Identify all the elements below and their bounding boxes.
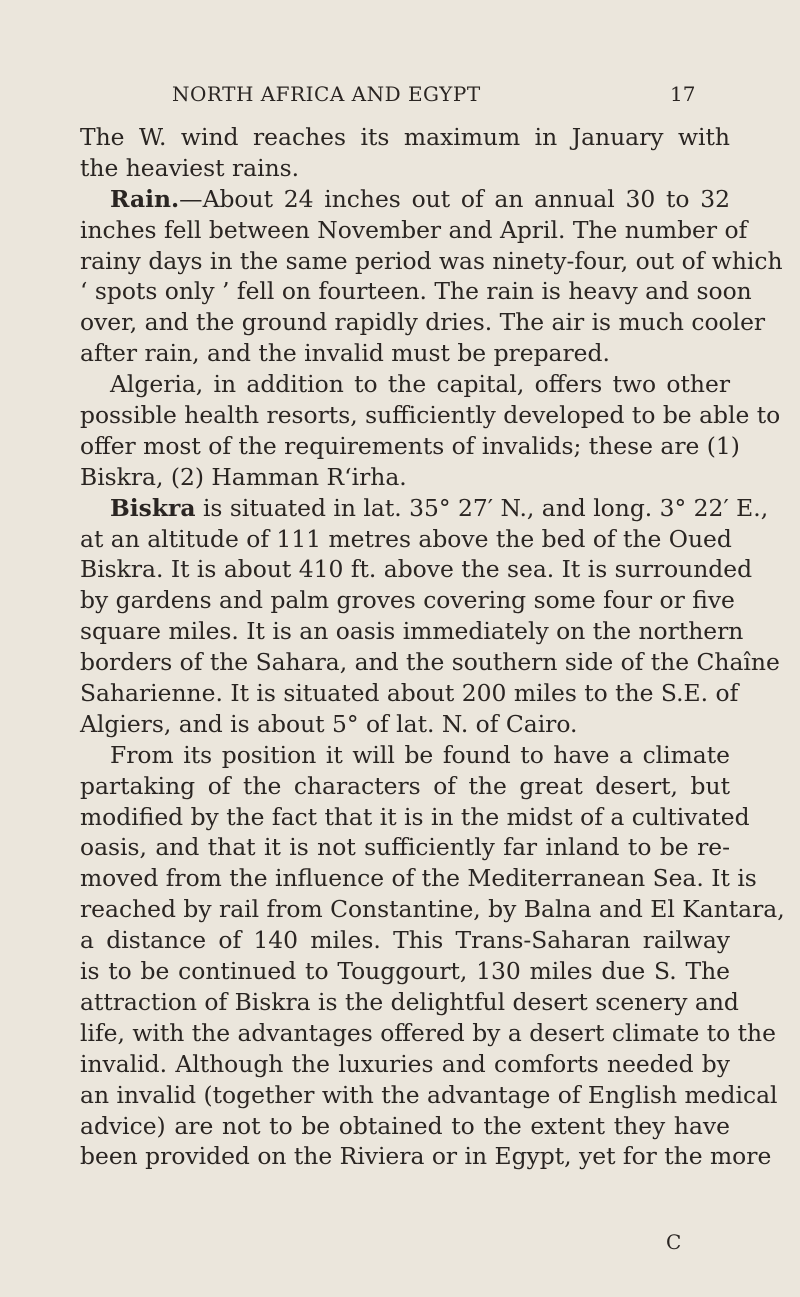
line-text: modified by the fact that it is in the midst of a cultivated [80,802,750,831]
text-line [80,740,730,771]
line-text: square miles. It is an oasis immediately on the northern [80,617,744,646]
text-line [80,338,730,369]
text-line [80,369,730,400]
text-line [80,771,730,802]
text-line [80,1018,776,1049]
line-text: Biskra. It is about 410 ft. above the sea. It is surrounded [80,555,753,584]
text-line [80,709,730,740]
text-line [80,400,781,431]
text-line [80,1049,730,1080]
text-line [80,184,730,215]
line-text: offer most of the requirements of invalids; these are (1) [80,431,740,460]
text-line [80,832,730,863]
line-text: ‘ spots only ’ fell on fourteen. The rain is heavy and soon [80,277,752,306]
text-line [80,585,735,616]
text-line [80,153,730,184]
text-line [80,1111,730,1142]
text-line [80,524,730,555]
line-text: been provided on the Riviera or in Egypt, yet for the more [80,1142,772,1171]
line-text: advice) are not to be obtained to the extent they have [80,1111,730,1140]
text-line [80,863,757,894]
line-text: Biskra, (2) Hamman R‘irha. [80,462,407,491]
text-line [80,307,766,338]
body-text [80,122,785,1172]
line-text: Algeria, in addition to the capital, offers two other [110,370,730,399]
text-line [80,616,744,647]
line-text: life, with the advantages offered by a desert climate to the [80,1018,776,1047]
text-line [80,493,769,524]
text-line [80,647,780,678]
text-line [80,894,785,925]
line-text: the heaviest rains. [80,153,300,182]
line-text: is situated in lat. 35° 27′ N., and long. 3° 22′ E., [195,493,769,522]
text-line [80,215,748,246]
line-text: a distance of 140 miles. This Trans-Saharan railway [80,926,730,955]
line-text: attraction of Biskra is the delightful desert scenery and [80,987,739,1016]
line-text: The W. wind reaches its maximum in January with [80,123,730,151]
text-line [80,987,739,1018]
signature-mark: C [666,1230,682,1254]
line-text: oasis, and that it is not sufficiently far inland to be re- [80,833,730,862]
line-text: over, and the ground rapidly dries. The air is much cooler [80,308,766,337]
line-text: Saharienne. It is situated about 200 miles to the S.E. of [80,679,739,708]
text-line [80,1080,778,1111]
line-text: is to be continued to Touggourt, 130 miles due S. The [80,957,730,986]
text-line [80,246,783,277]
line-text: invalid. Although the luxuries and comforts needed by [80,1049,730,1078]
line-text: by gardens and palm groves covering some four or five [80,586,735,615]
running-header: NORTH AFRICA AND EGYPT [172,82,481,106]
line-text: inches fell between November and April. The number of [80,215,748,244]
text-line [80,122,730,153]
section-heading: Rain. [110,184,180,213]
text-line [80,554,753,585]
line-text: possible health resorts, sufficiently developed to be able to [80,401,781,430]
text-line [80,956,730,987]
line-text: after rain, and the invalid must be prepared. [80,339,610,368]
line-text: moved from the influence of the Mediterranean Sea. It is [80,864,757,893]
text-line [80,462,730,493]
line-text: rainy days in the same period was ninety-four, out of which [80,246,783,275]
text-line [80,678,739,709]
line-text: an invalid (together with the advantage of English medical [80,1080,778,1109]
line-text: From its position it will be found to have a climate [110,740,730,769]
text-line [80,431,740,462]
line-text: Algiers, and is about 5° of lat. N. of Cairo. [80,709,578,738]
line-text: —About 24 inches out of an annual 30 to 32 [179,184,730,213]
text-line [80,276,752,307]
page-number: 17 [670,82,696,106]
line-text: at an altitude of 111 metres above the bed of the Oued [80,524,732,553]
line-text: partaking of the characters of the great desert, but [80,771,730,800]
section-heading: Biskra [110,493,196,522]
line-text: borders of the Sahara, and the southern side of the Chaîne [80,648,780,677]
text-line [80,802,750,833]
text-line [80,925,730,956]
line-text: reached by rail from Constantine, by Balna and El Kantara, [80,895,785,924]
text-line [80,1141,772,1172]
